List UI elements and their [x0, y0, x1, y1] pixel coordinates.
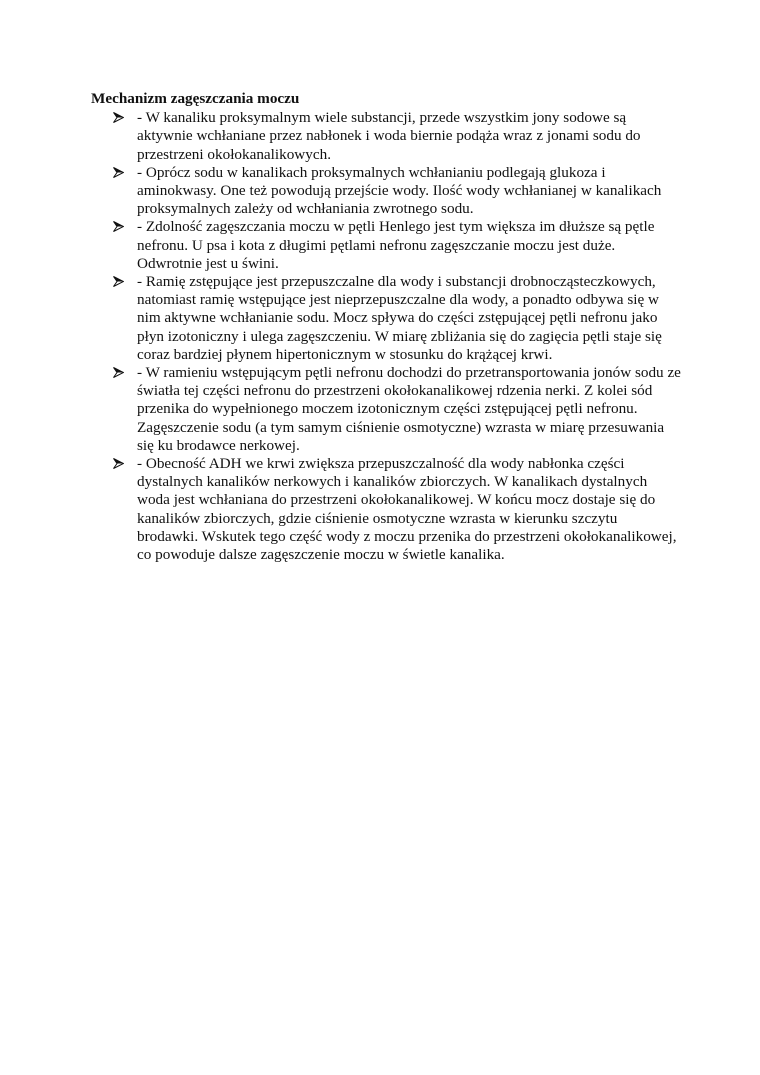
arrow-bullet-icon [113, 458, 124, 469]
arrow-bullet-icon [113, 367, 124, 378]
document-title: Mechanizm zagęszczania moczu [91, 90, 300, 107]
arrow-bullet-icon [113, 276, 124, 287]
list-item-text: - Oprócz sodu w kanalikach proksymalnych wchłanianiu podlegają glukoza i aminokwasy. One też powodują przejście wody. Ilość wody wchłanianej w kanalikach proksymalnych zależy od wchłaniania zwrotnego sodu. [137, 163, 662, 218]
list-item-text: - Zdolność zagęszczania moczu w pętli Henlego jest tym większa im dłuższe są pętle nefronu. U psa i kota z długimi pętlami nefronu zagęszczanie moczu jest duże. Odwrotnie jest u świni. [137, 218, 655, 272]
list-item-text: - Ramię zstępujące jest przepuszczalne dla wody i substancji drobnocząsteczkowych, natomiast ramię wstępujące jest nieprzepuszczalne dla wody, a ponadto odbywa się w nim aktywne wchłanianie sodu. Mocz spływa do części zstępującej pętli nefronu jako płyn izotoniczny i ulega zagęszczeniu. W miarę zbliżania się do zagięcia pętli staje się coraz bardziej płynem hipertonicznym w stosunku do krążącej krwi. [137, 273, 662, 363]
list-item [91, 455, 681, 564]
list-item-text: - Obecność ADH we krwi zwiększa przepuszczalność dla wody nabłonka części dystalnych kanalików nerkowych i kanalików zbiorczych. W kanalikach dystalnych woda jest wchłaniana do przestrzeni okołokanalikowej. W końcu mocz dostaje się do kanalików zbiorczych, gdzie ciśnienie osmotyczne wzrasta w kierunku szczytu brodawki. Wskutek tego część wody z moczu przenika do przestrzeni okołokanalikowej, co powoduje dalsze zagęszczenie moczu w świetle kanalika. [137, 455, 677, 564]
list-item [91, 164, 681, 219]
list-item [91, 218, 681, 273]
arrow-bullet-icon [113, 167, 124, 178]
list-item-text: - W kanaliku proksymalnym wiele substancji, przede wszystkim jony sodowe są aktywnie wchłaniane przez nabłonek i woda biernie podąża wraz z jonami sodu do przestrzeni okołokanalikowych. [137, 109, 641, 163]
list-item [91, 364, 681, 455]
arrow-bullet-icon [113, 112, 124, 123]
document-content [91, 90, 681, 564]
list-item [91, 273, 681, 364]
arrow-bullet-icon [113, 221, 124, 232]
list-item-text: - W ramieniu wstępującym pętli nefronu dochodzi do przetransportowania jonów sodu ze światła tej części nefronu do przestrzeni okołokanalikowej rdzenia nerki. Z kolei sód przenika do wypełnionego moczem izotonicznym części zstępującej pętli nefronu. Zagęszczenie sodu (a tym samym ciśnienie osmotyczne) wzrasta w miarę przesuwania się ku brodawce nerkowej. [137, 364, 681, 454]
list-item [91, 109, 681, 164]
bullet-list [91, 109, 681, 564]
